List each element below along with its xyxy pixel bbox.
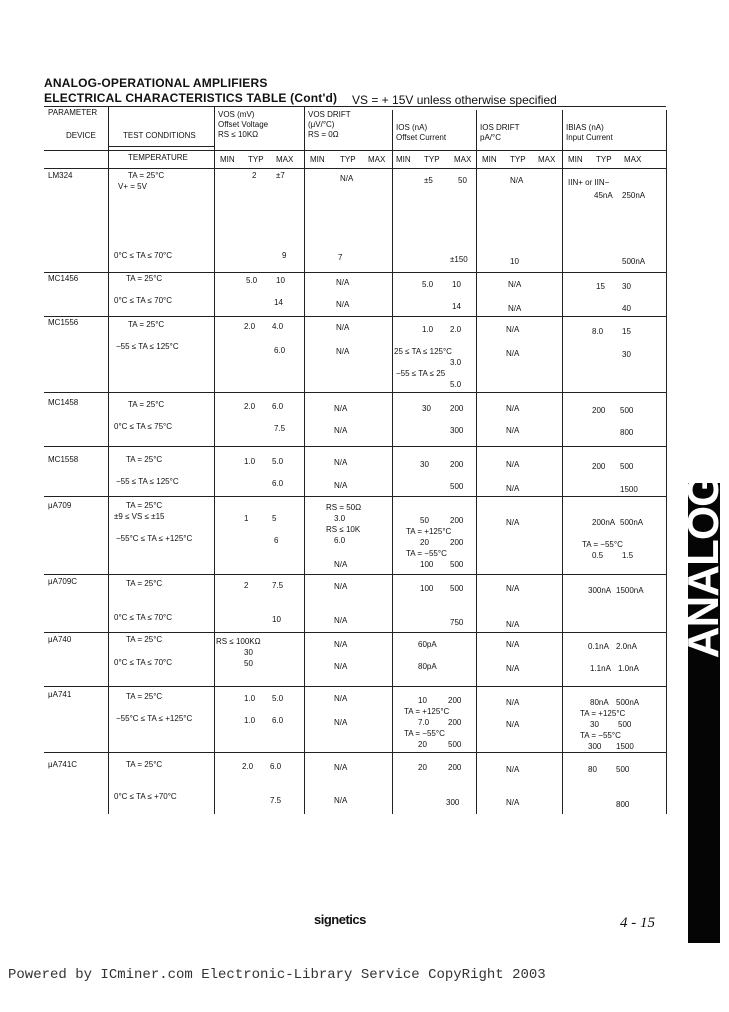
header-vos-drift: VOS DRIFT <box>308 110 351 119</box>
device-name: MC1558 <box>48 455 79 464</box>
device-name: μA741C <box>48 760 78 769</box>
supply-condition: VS = + 15V unless otherwise specified <box>352 93 557 107</box>
vos-drift: N/A <box>336 278 350 287</box>
ios-max: 200 <box>448 696 462 705</box>
vos-typ: 2 <box>252 171 257 180</box>
test-condition: TA = 25°C <box>126 501 163 510</box>
vos-max: 10 <box>276 276 285 285</box>
test-condition: ±9 ≤ VS ≤ ±15 <box>114 512 165 521</box>
ios-typ: ±5 <box>424 176 433 185</box>
header-max: MAX <box>538 155 556 164</box>
ibias-max: 1.0nA <box>618 664 639 673</box>
test-condition: TA = 25°C <box>128 171 165 180</box>
ios-drift: N/A <box>506 404 520 413</box>
device-name: μA709 <box>48 501 72 510</box>
header-max: MAX <box>276 155 294 164</box>
vos-max: 5.0 <box>272 694 284 703</box>
ios-cond: TA = −55°C <box>404 729 445 738</box>
ibias-cond: TA = −55°C <box>580 731 621 740</box>
device-name: MC1458 <box>48 398 79 407</box>
vos-typ: 2.0 <box>244 322 256 331</box>
ios-drift: N/A <box>506 620 520 629</box>
ios-drift: N/A <box>506 698 520 707</box>
ios-max: 200 <box>450 404 464 413</box>
ibias-max: 500 <box>620 406 634 415</box>
header-ios-drift-unit: pA/°C <box>480 133 501 142</box>
header-max: MAX <box>454 155 472 164</box>
ibias-cond: TA = −55°C <box>582 540 623 549</box>
header-test-conditions: TEST CONDITIONS <box>123 131 196 140</box>
footer-copyright: Powered by ICminer.com Electronic-Library Service CopyRight 2003 <box>8 967 546 983</box>
vos-drift: 6.0 <box>334 536 346 545</box>
header-vos-cond: RS ≤ 10KΩ <box>218 130 259 139</box>
ibias-value: 500 <box>618 720 632 729</box>
header-ibias: IBIAS (nA) <box>566 123 604 132</box>
vos-max: 6 <box>274 536 279 545</box>
ios-value: 200 <box>448 718 462 727</box>
ios-drift: 10 <box>510 257 519 266</box>
test-condition: −55°C ≤ TA ≤ +125°C <box>116 534 193 543</box>
vos-drift: N/A <box>334 640 348 649</box>
test-condition: 0°C ≤ TA ≤ 75°C <box>114 422 173 431</box>
vos-typ: 1.0 <box>244 457 256 466</box>
ios-drift: N/A <box>508 304 522 313</box>
ibias-typ: 80 <box>588 765 597 774</box>
test-condition: TA = 25°C <box>128 320 165 329</box>
ios-drift: N/A <box>506 349 520 358</box>
vos-cond: RS ≤ 100KΩ <box>216 637 261 646</box>
ibias-max: 500 <box>620 462 634 471</box>
ibias-value: 1.5 <box>622 551 634 560</box>
header-min: MIN <box>568 155 583 164</box>
header-vos-drift-cond: RS = 0Ω <box>308 130 339 139</box>
ios-typ: 30 <box>422 404 431 413</box>
vos-drift: 7 <box>338 253 343 262</box>
vos-drift: N/A <box>334 458 348 467</box>
header-min: MIN <box>396 155 411 164</box>
ios-drift: N/A <box>506 720 520 729</box>
ibias-typ: 1.1nA <box>590 664 611 673</box>
vos-max: 4.0 <box>272 322 284 331</box>
ios-typ: 20 <box>418 763 427 772</box>
ibias-max: 15 <box>622 327 631 336</box>
ios-typ: 1.0 <box>422 325 434 334</box>
ios-drift: N/A <box>506 584 520 593</box>
vos-drift: N/A <box>334 718 348 727</box>
vos-max: 5.0 <box>272 457 284 466</box>
ios-value: 7.0 <box>418 718 430 727</box>
vos-drift-cond: RS ≤ 10K <box>326 525 361 534</box>
vos-drift: N/A <box>334 616 348 625</box>
ibias-max: 30 <box>622 350 631 359</box>
vos-typ: 5.0 <box>246 276 258 285</box>
ibias-value: 300 <box>588 742 602 751</box>
header-min: MIN <box>482 155 497 164</box>
ios-drift: N/A <box>508 280 522 289</box>
vos-drift: N/A <box>340 174 354 183</box>
vos-max: 10 <box>272 615 281 624</box>
test-condition: 0°C ≤ TA ≤ 70°C <box>114 251 173 260</box>
ibias-typ: 15 <box>596 282 605 291</box>
ios-max: 500 <box>450 584 464 593</box>
header-typ: TYP <box>596 155 612 164</box>
ibias-note: IIN+ or IIN− <box>568 178 610 187</box>
ios-value: 20 <box>418 740 427 749</box>
ios-typ: 30 <box>420 460 429 469</box>
vos-max: 9 <box>282 251 287 260</box>
ibias-value: 0.5 <box>592 551 604 560</box>
ios-max: 2.0 <box>450 325 462 334</box>
vos-drift: N/A <box>336 347 350 356</box>
ios-max: 200 <box>450 516 464 525</box>
ibias-max: 500 <box>616 765 630 774</box>
vos-max: ±7 <box>276 171 285 180</box>
vos-typ: 1 <box>244 514 249 523</box>
ibias-value: 30 <box>590 720 599 729</box>
header-vos-desc: Offset Voltage <box>218 120 269 129</box>
ios-max: 50 <box>458 176 467 185</box>
ios-typ: 100 <box>420 584 434 593</box>
test-condition: 0°C ≤ TA ≤ 70°C <box>114 296 173 305</box>
ibias-typ: 8.0 <box>592 327 604 336</box>
device-name: MC1456 <box>48 274 79 283</box>
vos-drift-cond: RS = 50Ω <box>326 503 362 512</box>
header-vos-drift-unit: (μV/°C) <box>308 120 335 129</box>
ios-drift: N/A <box>506 518 520 527</box>
ios-typ: 60pA <box>418 640 437 649</box>
ios-typ: 100 <box>420 560 434 569</box>
ios-max: 500 <box>450 482 464 491</box>
header-ios: IOS (nA) <box>396 123 428 132</box>
vos-drift: N/A <box>334 662 348 671</box>
ios-max: 200 <box>448 763 462 772</box>
ios-typ: 80pA <box>418 662 437 671</box>
ibias-typ: 300nA <box>588 586 612 595</box>
ios-value: 3.0 <box>450 358 462 367</box>
header-max: MAX <box>624 155 642 164</box>
section-tab-label: ANALOG <box>679 473 728 659</box>
device-name: μA709C <box>48 577 78 586</box>
ibias-typ: 200 <box>592 462 606 471</box>
ibias-max: 250nA <box>622 191 646 200</box>
ibias-value: 1500 <box>616 742 634 751</box>
vos-typ: 1.0 <box>244 716 256 725</box>
ibias-max: 500nA <box>622 257 646 266</box>
vos-drift: N/A <box>334 404 348 413</box>
vos-typ: 1.0 <box>244 694 256 703</box>
test-condition: −55°C ≤ TA ≤ +125°C <box>116 714 193 723</box>
test-condition: TA = 25°C <box>126 760 163 769</box>
ios-drift: N/A <box>506 640 520 649</box>
header-typ: TYP <box>340 155 356 164</box>
header-min: MIN <box>220 155 235 164</box>
ios-cond: TA = −55°C <box>406 549 447 558</box>
vos-drift: 3.0 <box>334 514 346 523</box>
ibias-max: 2.0nA <box>616 642 637 651</box>
header-max: MAX <box>368 155 386 164</box>
ios-typ: 10 <box>418 696 427 705</box>
ios-drift: N/A <box>506 765 520 774</box>
ios-max: 750 <box>450 618 464 627</box>
vos-max: 5 <box>272 514 277 523</box>
vos-max: 6.0 <box>272 402 284 411</box>
header-typ: TYP <box>424 155 440 164</box>
ios-max: ±150 <box>450 255 468 264</box>
header-typ: TYP <box>510 155 526 164</box>
ios-max: 300 <box>450 426 464 435</box>
vos-max: 6.0 <box>272 479 284 488</box>
vos-value: 50 <box>244 659 253 668</box>
ibias-typ: 80nA <box>590 698 609 707</box>
ios-max: 10 <box>452 280 461 289</box>
test-condition: 0°C ≤ TA ≤ 70°C <box>114 613 173 622</box>
vos-value: 30 <box>244 648 253 657</box>
test-condition: 0°C ≤ TA ≤ +70°C <box>114 792 177 801</box>
vos-drift: N/A <box>334 796 348 805</box>
ios-drift: N/A <box>506 426 520 435</box>
ibias-max: 500nA <box>616 698 640 707</box>
test-condition: V+ = 5V <box>118 182 147 191</box>
ibias-cond: TA = +125°C <box>580 709 626 718</box>
ios-typ: 50 <box>420 516 429 525</box>
ibias-max: 1500 <box>620 485 638 494</box>
ios-cond: −55 ≤ TA ≤ 25 <box>396 369 446 378</box>
vos-max: 14 <box>274 298 283 307</box>
ibias-typ: 0.1nA <box>588 642 609 651</box>
ios-drift: N/A <box>506 664 520 673</box>
ios-cond: 25 ≤ TA ≤ 125°C <box>394 347 452 356</box>
header-device: DEVICE <box>66 131 96 140</box>
test-condition: −55 ≤ TA ≤ 125°C <box>116 342 179 351</box>
ios-drift: N/A <box>506 460 520 469</box>
ios-value: 20 <box>420 538 429 547</box>
test-condition: TA = 25°C <box>126 579 163 588</box>
header-ios-desc: Offset Current <box>396 133 447 142</box>
ios-cond: TA = +125°C <box>406 527 452 536</box>
test-condition: TA = 25°C <box>126 455 163 464</box>
ios-max: 200 <box>450 460 464 469</box>
header-temperature: TEMPERATURE <box>128 153 188 162</box>
vos-drift: N/A <box>334 763 348 772</box>
header-ios-drift: IOS DRIFT <box>480 123 520 132</box>
ios-max: 14 <box>452 302 461 311</box>
ibias-max: 30 <box>622 282 631 291</box>
ios-value: 5.0 <box>450 380 462 389</box>
vos-max: 7.5 <box>274 424 286 433</box>
device-name: LM324 <box>48 171 73 180</box>
vos-drift: N/A <box>334 481 348 490</box>
header-parameter: PARAMETER <box>48 108 98 117</box>
vos-drift: N/A <box>336 323 350 332</box>
vos-drift: N/A <box>334 426 348 435</box>
device-name: MC1556 <box>48 318 79 327</box>
test-condition: TA = 25°C <box>126 635 163 644</box>
header-typ: TYP <box>248 155 264 164</box>
ios-drift: N/A <box>510 176 524 185</box>
ios-drift: N/A <box>506 325 520 334</box>
ios-max: 500 <box>450 560 464 569</box>
test-condition: TA = 25°C <box>126 692 163 701</box>
ios-value: 500 <box>448 740 462 749</box>
ibias-typ: 200 <box>592 406 606 415</box>
test-condition: TA = 25°C <box>126 274 163 283</box>
vos-typ: 2.0 <box>242 762 254 771</box>
vos-drift: N/A <box>334 694 348 703</box>
vos-drift: N/A <box>334 582 348 591</box>
ibias-max: 800 <box>620 428 634 437</box>
vos-typ: 2 <box>244 581 249 590</box>
page-title: ANALOG-OPERATIONAL AMPLIFIERS <box>44 76 268 90</box>
device-name: μA741 <box>48 690 72 699</box>
header-min: MIN <box>310 155 325 164</box>
vos-max: 7.5 <box>272 581 284 590</box>
vos-max: 6.0 <box>272 716 284 725</box>
page-number: 4 - 15 <box>620 915 655 931</box>
ibias-max: 500nA <box>620 518 644 527</box>
ibias-typ: 200nA <box>592 518 616 527</box>
ibias-max: 40 <box>622 304 631 313</box>
ios-value: 200 <box>450 538 464 547</box>
ios-cond: TA = +125°C <box>404 707 450 716</box>
vos-max: 7.5 <box>270 796 282 805</box>
vos-typ: 2.0 <box>244 402 256 411</box>
device-name: μA740 <box>48 635 72 644</box>
vos-drift: N/A <box>336 300 350 309</box>
test-condition: TA = 25°C <box>128 400 165 409</box>
brand-logo: signetics <box>314 912 366 927</box>
ios-max: 300 <box>446 798 460 807</box>
ibias-max: 800 <box>616 800 630 809</box>
test-condition: −55 ≤ TA ≤ 125°C <box>116 477 179 486</box>
vos-drift: N/A <box>334 560 348 569</box>
header-ibias-desc: Input Current <box>566 133 613 142</box>
ibias-typ: 45nA <box>594 191 613 200</box>
vos-max: 6.0 <box>270 762 282 771</box>
ios-typ: 5.0 <box>422 280 434 289</box>
page-subtitle: ELECTRICAL CHARACTERISTICS TABLE (Cont'd) <box>44 91 338 105</box>
test-condition: 0°C ≤ TA ≤ 70°C <box>114 658 173 667</box>
ios-drift: N/A <box>506 484 520 493</box>
ibias-max: 1500nA <box>616 586 644 595</box>
header-vos: VOS (mV) <box>218 110 255 119</box>
ios-drift: N/A <box>506 798 520 807</box>
vos-max: 6.0 <box>274 346 286 355</box>
